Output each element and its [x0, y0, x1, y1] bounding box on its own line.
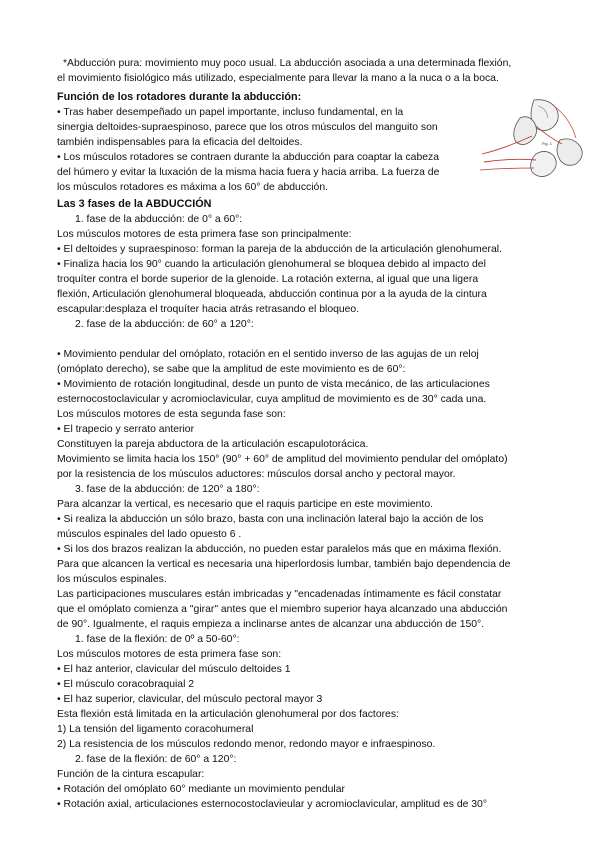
text-line: • Los músculos rotadores se contraen durante la abducción para coaptar la cabeza [57, 152, 439, 163]
text-line: • Rotación axial, articulaciones esternocostoclavieular y acromioclavicular, amplitud es de 30° [57, 799, 487, 810]
abduction-phases-heading: Las 3 fases de la ABDUCCIÓN [57, 198, 212, 210]
figure-label: Fig. 1 [542, 141, 553, 146]
text-line: troquíter contra el borde superior de la glenoide. La rotación externa, al igual que una ligera [57, 274, 479, 285]
abduction-phase-1-title: 1. fase de la abducción: de 0° a 60°: [75, 214, 243, 225]
text-line: también indispensables para la eficacia del deltoides. [57, 137, 303, 148]
abduction-phase-2-body [57, 347, 572, 482]
text-line: 2) La resistencia de los músculos redondo menor, redondo mayor e infraespinoso. [57, 739, 436, 750]
text-line: • El músculo coracobraquial 2 [57, 679, 195, 690]
text-line: escapular:desplaza el troquíter hacia atrás retrasando el bloqueo. [57, 304, 360, 315]
intro-line-2: el movimiento fisiológico más utilizado, especialmente para llevar la mano a la nuca o a la boca. [57, 73, 499, 84]
text-line: sinergia deltoides-supraespinoso, parece que los otros músculos del manguito son [57, 122, 438, 133]
text-line: • Finaliza hacia los 90° cuando la articulación glenohumeral se bloquea debido al impacto del [57, 259, 486, 270]
text-line: • El trapecio y serrato anterior [57, 424, 195, 435]
text-line: • Si los dos brazos realizan la abducción, no pueden estar paralelos más que en máxima flexión. [57, 544, 502, 555]
rotators-paragraph-1 [57, 105, 465, 150]
abduction-phase-3-body [57, 497, 572, 632]
text-line: los músculos rotadores es máxima a los 60° de abducción. [57, 182, 328, 193]
text-line: • Tras haber desempeñado un papel importante, incluso fundamental, en la [57, 107, 404, 118]
text-line: • El haz superior, clavicular, del músculo pectoral mayor 3 [57, 694, 323, 705]
flexion-phase-2-body [57, 767, 572, 812]
flexion-phase-1-title: 1. fase de la flexión: de 0º a 50-60°: [75, 634, 240, 645]
flexion-phase-2-title: 2. fase de la flexión: de 60° a 120°: [75, 754, 237, 765]
text-line: Los músculos motores de esta segunda fase son: [57, 409, 286, 420]
abduction-phase-1-body [57, 227, 572, 317]
text-line: de 90°. Igualmente, el raquis empieza a inclinarse antes de alcanzar una abducción de 150°. [57, 619, 485, 630]
text-line: • Movimiento de rotación longitudinal, desde un punto de vista mecánico, de las articulaciones [57, 379, 490, 390]
abduction-phase-2-title: 2. fase de la abducción: de 60° a 120°: [75, 319, 254, 330]
text-line: que el omóplato comienza a "girar" antes que el miembro superior haya alcanzado una abducción [57, 604, 508, 615]
text-line: del húmero y evitar la luxación de la misma hacia fuera y hacia arriba. La fuerza de [57, 167, 440, 178]
text-line: (omóplato derecho), se sabe que la amplitud de este movimiento es de 60°: [57, 364, 406, 375]
text-line: los músculos espinales. [57, 574, 167, 585]
text-line: Para que alcancen la vertical es necesaria una hiperlordosis lumbar, también bajo dependencia de [57, 559, 511, 570]
text-line: • El deltoides y supraespinoso: forman la pareja de la abducción de la articulación glenohumeral. [57, 244, 502, 255]
text-line: esternocostoclavicular y acromioclavicular, cuya amplitud de movimiento es de 30° cada una. [57, 394, 487, 405]
abduction-phase-3-title: 3. fase de la abducción: de 120° a 180°: [75, 484, 260, 495]
text-line: Movimiento se limita hacia los 150° (90° + 60° de amplitud del movimiento pendular del omóplato) [57, 454, 508, 465]
text-line: Los músculos motores de esta primera fase son principalmente: [57, 229, 352, 240]
text-line: por la resistencia de los músculos aductores: músculos dorsal ancho y pectoral mayor. [57, 469, 456, 480]
text-line: músculos espinales del lado opuesto 6 . [57, 529, 242, 540]
text-line: • El haz anterior, clavicular del músculo deltoides 1 [57, 664, 291, 675]
text-line: • Rotación del omóplato 60° mediante un movimiento pendular [57, 784, 345, 795]
text-line: Constituyen la pareja abductora de la articulación escapulotorácica. [57, 439, 369, 450]
intro-line-1: *Abducción pura: movimiento muy poco usual. La abducción asociada a una determinada flexión, [63, 58, 512, 69]
document-body [57, 56, 572, 812]
text-line: Los músculos motores de esta primera fase son: [57, 649, 282, 660]
flexion-phase-1-body [57, 647, 572, 752]
blank-line [57, 332, 572, 347]
text-line: • Movimiento pendular del omóplato, rotación en el sentido inverso de las agujas de un reloj [57, 349, 479, 360]
rotators-heading: Función de los rotadores durante la abducción: [57, 91, 302, 103]
text-line: • Si realiza la abducción un sólo brazo, basta con una inclinación lateral bajo la acción de los [57, 514, 484, 525]
text-line: Esta flexión está limitada en la articulación glenohumeral por dos factores: [57, 709, 399, 720]
text-line: Para alcanzar la vertical, es necesario que el raquis participe en este movimiento. [57, 499, 433, 510]
text-line: flexión, Articulación glenohumeral bloqueada, abducción continua por a la ayuda de la cintura [57, 289, 487, 300]
text-line: Función de la cintura escapular: [57, 769, 205, 780]
text-line: 1) La tensión del ligamento coracohumeral [57, 724, 254, 735]
rotators-paragraph-2 [57, 150, 572, 195]
text-line: Las participaciones musculares están imbricadas y "encadenadas íntimamente es fácil constatar [57, 589, 502, 600]
